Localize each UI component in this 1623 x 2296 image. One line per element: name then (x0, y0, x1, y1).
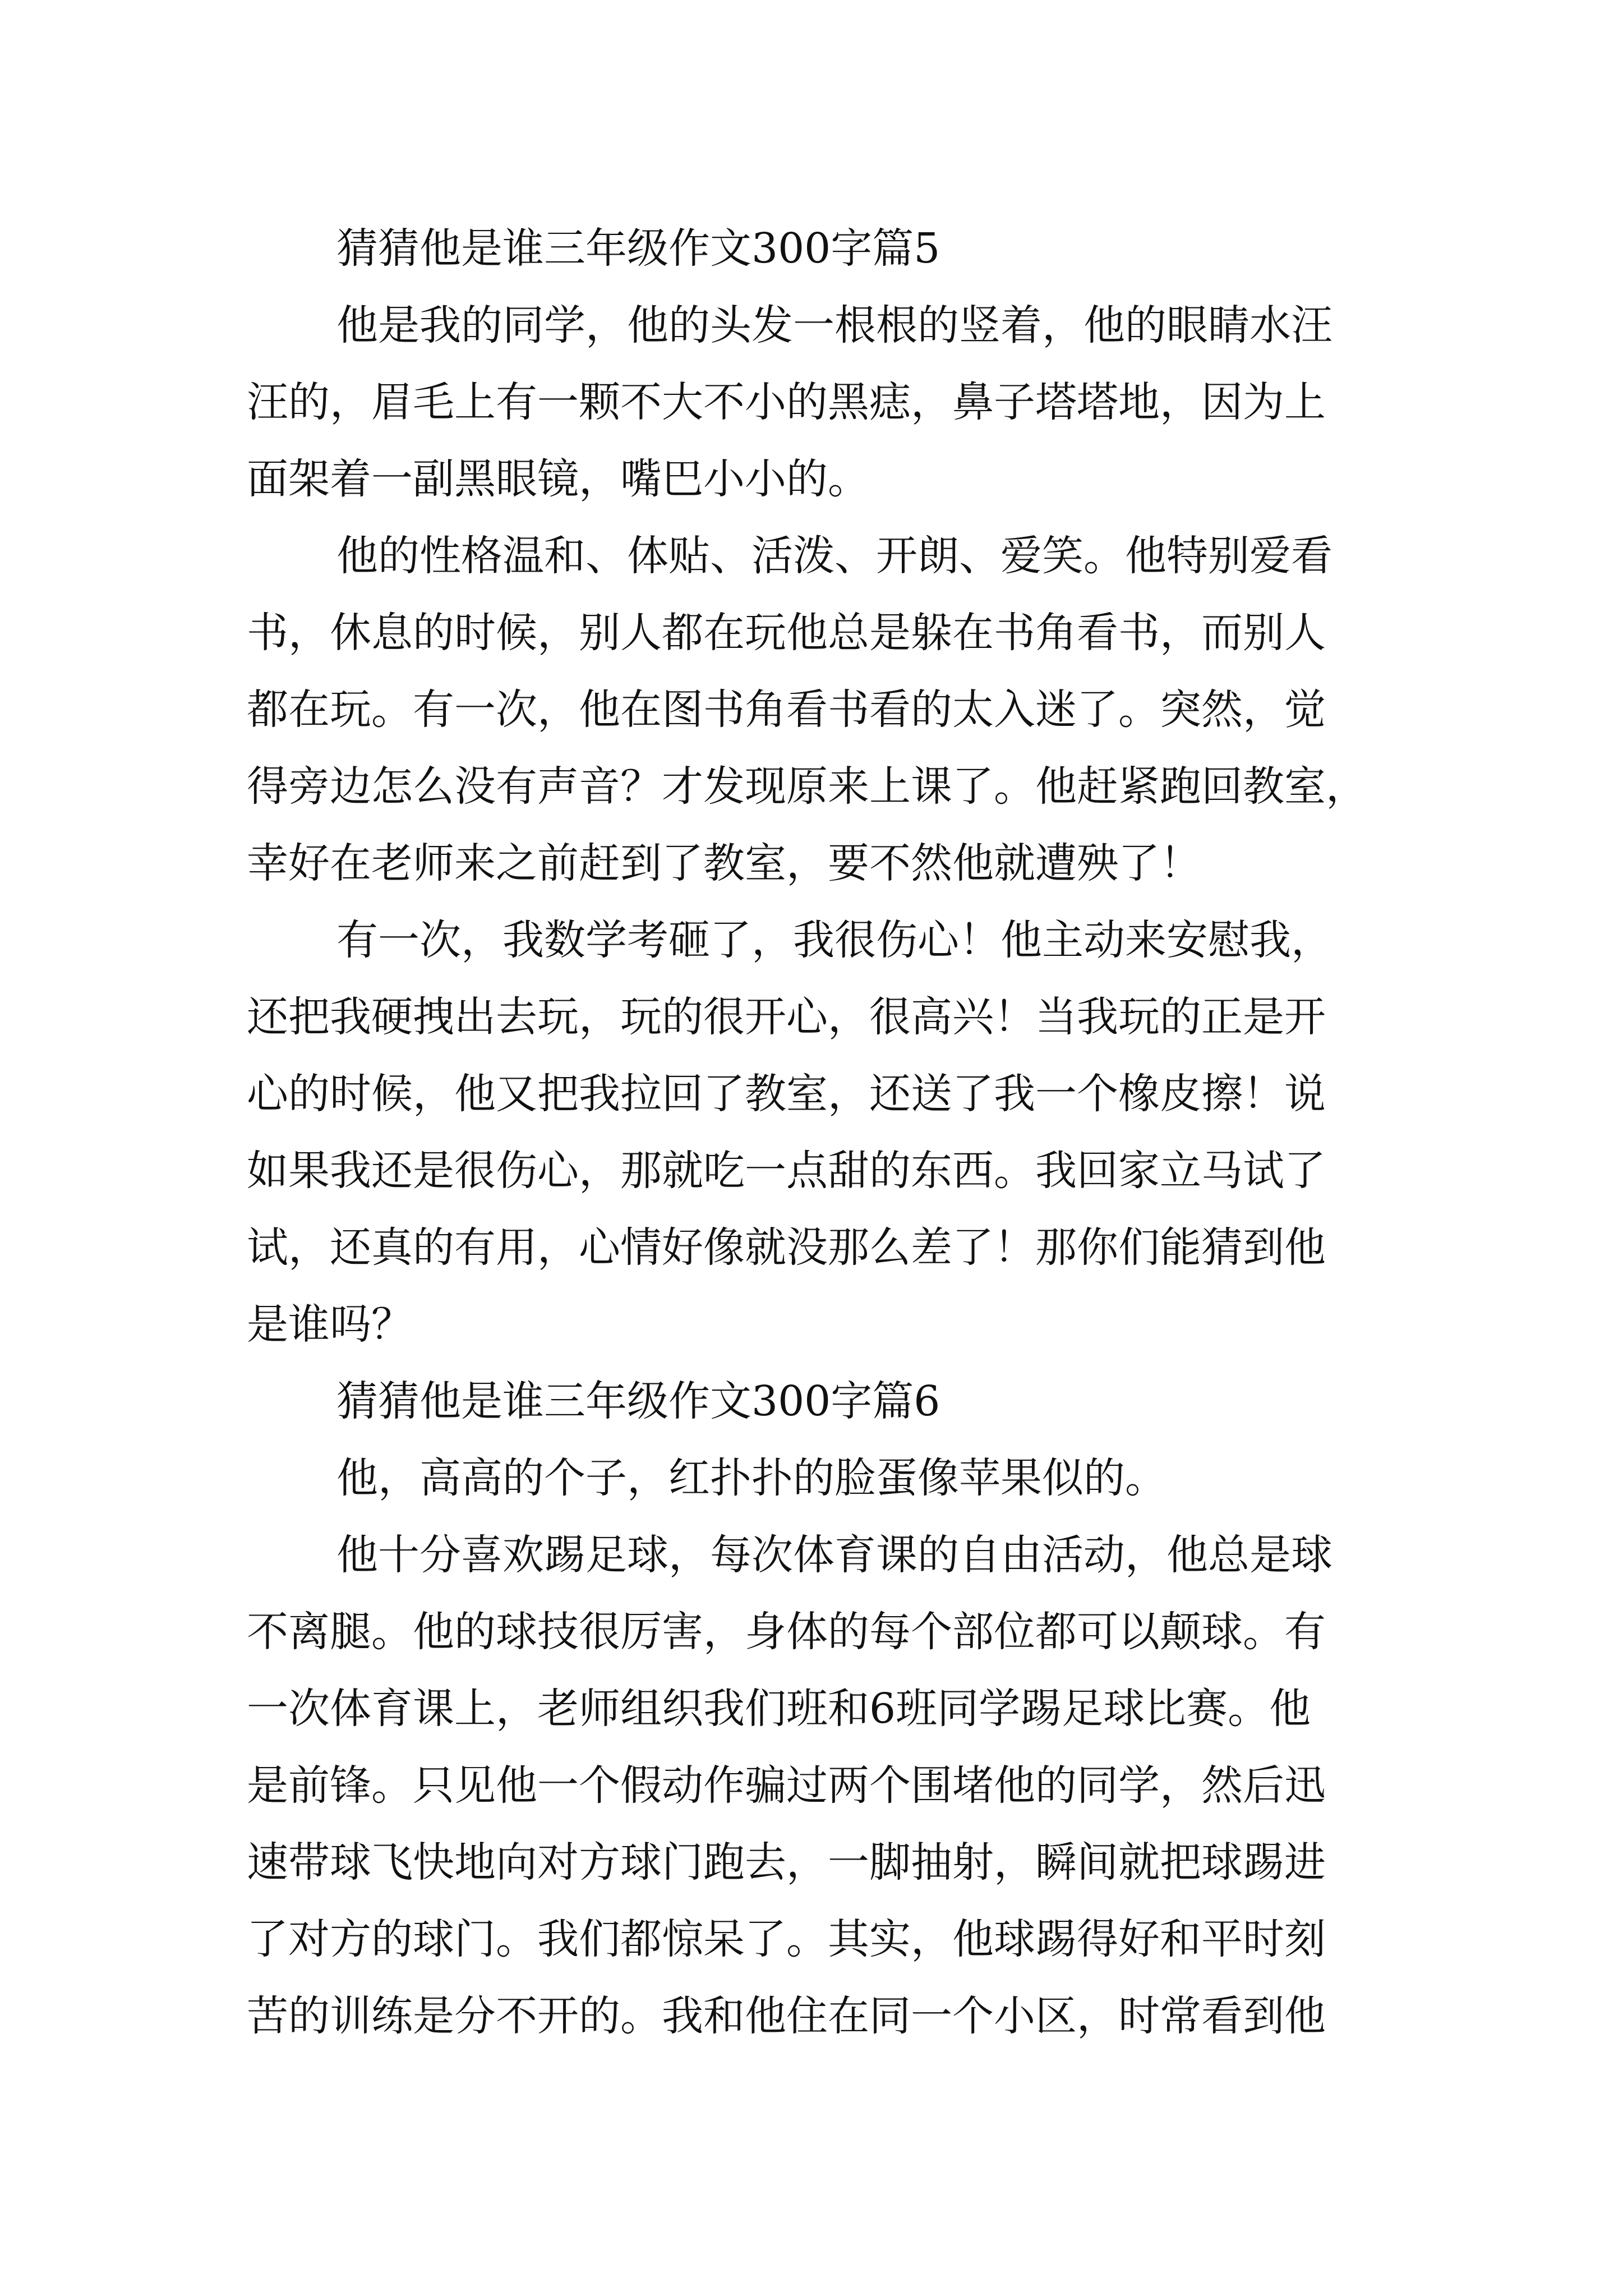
paragraph-line: 都在玩。有一次，他在图书角看书看的太入迷了。突然，觉 (247, 685, 1326, 734)
paragraph-line: 有一次，我数学考砸了，我很伤心！他主动来安慰我， (336, 916, 1332, 964)
section-heading-6: 猜猜他是谁三年级作文300字篇6 (336, 1377, 940, 1425)
paragraph-line: 他十分喜欢踢足球，每次体育课的自由活动，他总是球 (336, 1531, 1332, 1579)
paragraph-line: 苦的训练是分不开的。我和他住在同一个小区，时常看到他 (247, 1992, 1326, 2040)
paragraph-line: 还把我硬拽出去玩，玩的很开心，很高兴！当我玩的正是开 (247, 993, 1326, 1041)
paragraph-line: 幸好在老师来之前赶到了教室，要不然他就遭殃了！ (247, 839, 1201, 887)
paragraph-line: 是前锋。只见他一个假动作骗过两个围堵他的同学，然后迅 (247, 1761, 1326, 1810)
paragraph-line: 是谁吗？ (247, 1300, 413, 1349)
paragraph-line: 如果我还是很伤心，那就吃一点甜的东西。我回家立马试了 (247, 1147, 1326, 1195)
paragraph-line: 速带球飞快地向对方球门跑去，一脚抽射，瞬间就把球踢进 (247, 1838, 1326, 1887)
paragraph-line: 一次体育课上，老师组织我们班和6班同学踢足球比赛。他 (247, 1685, 1311, 1733)
paragraph-line: 汪的，眉毛上有一颗不大不小的黑痣，鼻子塔塔地，因为上 (247, 378, 1326, 426)
paragraph-line: 试，还真的有用，心情好像就没那么差了！那你们能猜到他 (247, 1223, 1326, 1272)
paragraph-line: 书，休息的时候，别人都在玩他总是躲在书角看书，而别人 (247, 609, 1326, 657)
section-heading-5: 猜猜他是谁三年级作文300字篇5 (336, 224, 940, 273)
paragraph-line: 他是我的同学，他的头发一根根的竖着，他的眼睛水汪 (336, 301, 1332, 349)
paragraph-line: 不离腿。他的球技很厉害，身体的每个部位都可以颠球。有 (247, 1608, 1326, 1656)
paragraph-line: 他的性格温和、体贴、活泼、开朗、爱笑。他特别爱看 (336, 532, 1332, 580)
paragraph-line: 了对方的球门。我们都惊呆了。其实，他球踢得好和平时刻 (247, 1915, 1326, 1963)
paragraph-line: 心的时候，他又把我拉回了教室，还送了我一个橡皮擦！说 (247, 1070, 1326, 1118)
paragraph-line: 面架着一副黑眼镜，嘴巴小小的。 (247, 455, 869, 503)
paragraph-line: 得旁边怎么没有声音？才发现原来上课了。他赶紧跑回教室， (247, 762, 1367, 811)
paragraph-line: 他，高高的个子，红扑扑的脸蛋像苹果似的。 (336, 1454, 1166, 1502)
